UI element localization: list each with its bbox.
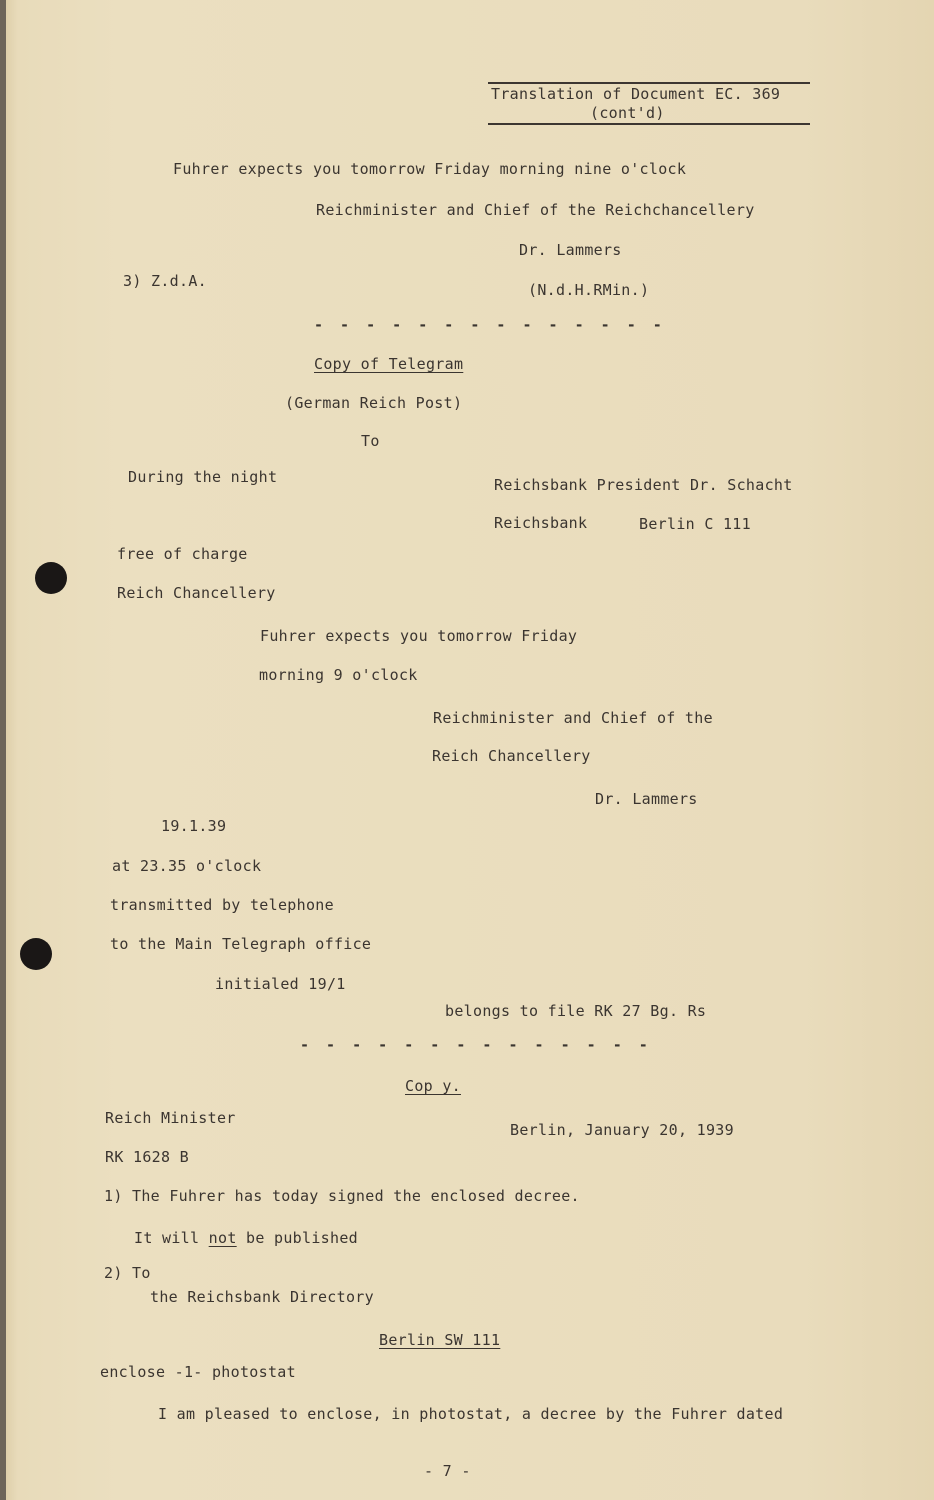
copy-title: Cop y. [405, 1077, 461, 1095]
copy-item-1b-not: not [208, 1229, 237, 1247]
telegram-date: 19.1.39 [161, 817, 227, 835]
telegram-signature-1: Reichminister and Chief of the [433, 709, 713, 727]
section1-zda: 3) Z.d.A. [123, 272, 207, 290]
section1-line2: Reichminister and Chief of the Reichchancellery [316, 201, 755, 219]
telegram-to: To [361, 432, 380, 450]
telegram-signature-3: Dr. Lammers [595, 790, 698, 808]
telegram-office: to the Main Telegraph office [110, 935, 372, 953]
telegram-message-1: Fuhrer expects you tomorrow Friday [260, 627, 578, 645]
telegram-signature-2: Reich Chancellery [432, 747, 591, 765]
telegram-during-night: During the night [128, 468, 278, 486]
header-top-rule [488, 82, 810, 84]
copy-item-1b-pre: It will [134, 1229, 200, 1247]
telegram-recipient-1: Reichsbank President Dr. Schacht [494, 476, 793, 494]
telegram-initialed: initialed 19/1 [215, 975, 346, 993]
telegram-time: at 23.35 o'clock [112, 857, 262, 875]
telegram-recipient-2a: Reichsbank [494, 514, 588, 532]
copy-item-1: 1) The Fuhrer has today signed the enclosed decree. [104, 1187, 580, 1205]
telegram-title: Copy of Telegram [314, 355, 464, 373]
telegram-recipient-2b: Berlin C 111 [639, 515, 751, 533]
contd-label: (cont'd) [590, 104, 665, 122]
punch-hole-upper [35, 562, 67, 594]
section1-signature: Dr. Lammers [519, 241, 622, 259]
telegram-message-2: morning 9 o'clock [259, 666, 418, 684]
copy-body: I am pleased to enclose, in photostat, a decree by the Fuhrer dated [158, 1405, 784, 1423]
telegram-subtitle: (German Reich Post) [285, 394, 463, 412]
section1-ndh: (N.d.H.RMin.) [528, 281, 650, 299]
page-number: - 7 - [424, 1462, 471, 1480]
header-bottom-rule [488, 123, 810, 125]
copy-enclose: enclose -1- photostat [100, 1363, 296, 1381]
copy-item-1b [134, 1229, 358, 1247]
copy-item-2b: the Reichsbank Directory [150, 1288, 374, 1306]
translation-line: Translation of Document EC. 369 [491, 85, 781, 103]
page-edge [0, 0, 6, 1500]
copy-berlin-address: Berlin SW 111 [379, 1331, 501, 1349]
copy-place-date: Berlin, January 20, 1939 [510, 1121, 734, 1139]
copy-reference: RK 1628 B [105, 1148, 189, 1166]
punch-hole-lower [20, 938, 52, 970]
section1-line1: Fuhrer expects you tomorrow Friday morning nine o'clock [173, 160, 687, 178]
separator-2: - - - - - - - - - - - - - - [300, 1036, 652, 1054]
telegram-file-ref: belongs to file RK 27 Bg. Rs [445, 1002, 707, 1020]
copy-from: Reich Minister [105, 1109, 236, 1127]
copy-item-2: 2) To [104, 1264, 151, 1282]
telegram-transmitted: transmitted by telephone [110, 896, 334, 914]
copy-item-1b-post: be published [246, 1229, 358, 1247]
telegram-sender: Reich Chancellery [117, 584, 276, 602]
separator-1: - - - - - - - - - - - - - - [314, 316, 666, 334]
telegram-free-of-charge: free of charge [117, 545, 248, 563]
